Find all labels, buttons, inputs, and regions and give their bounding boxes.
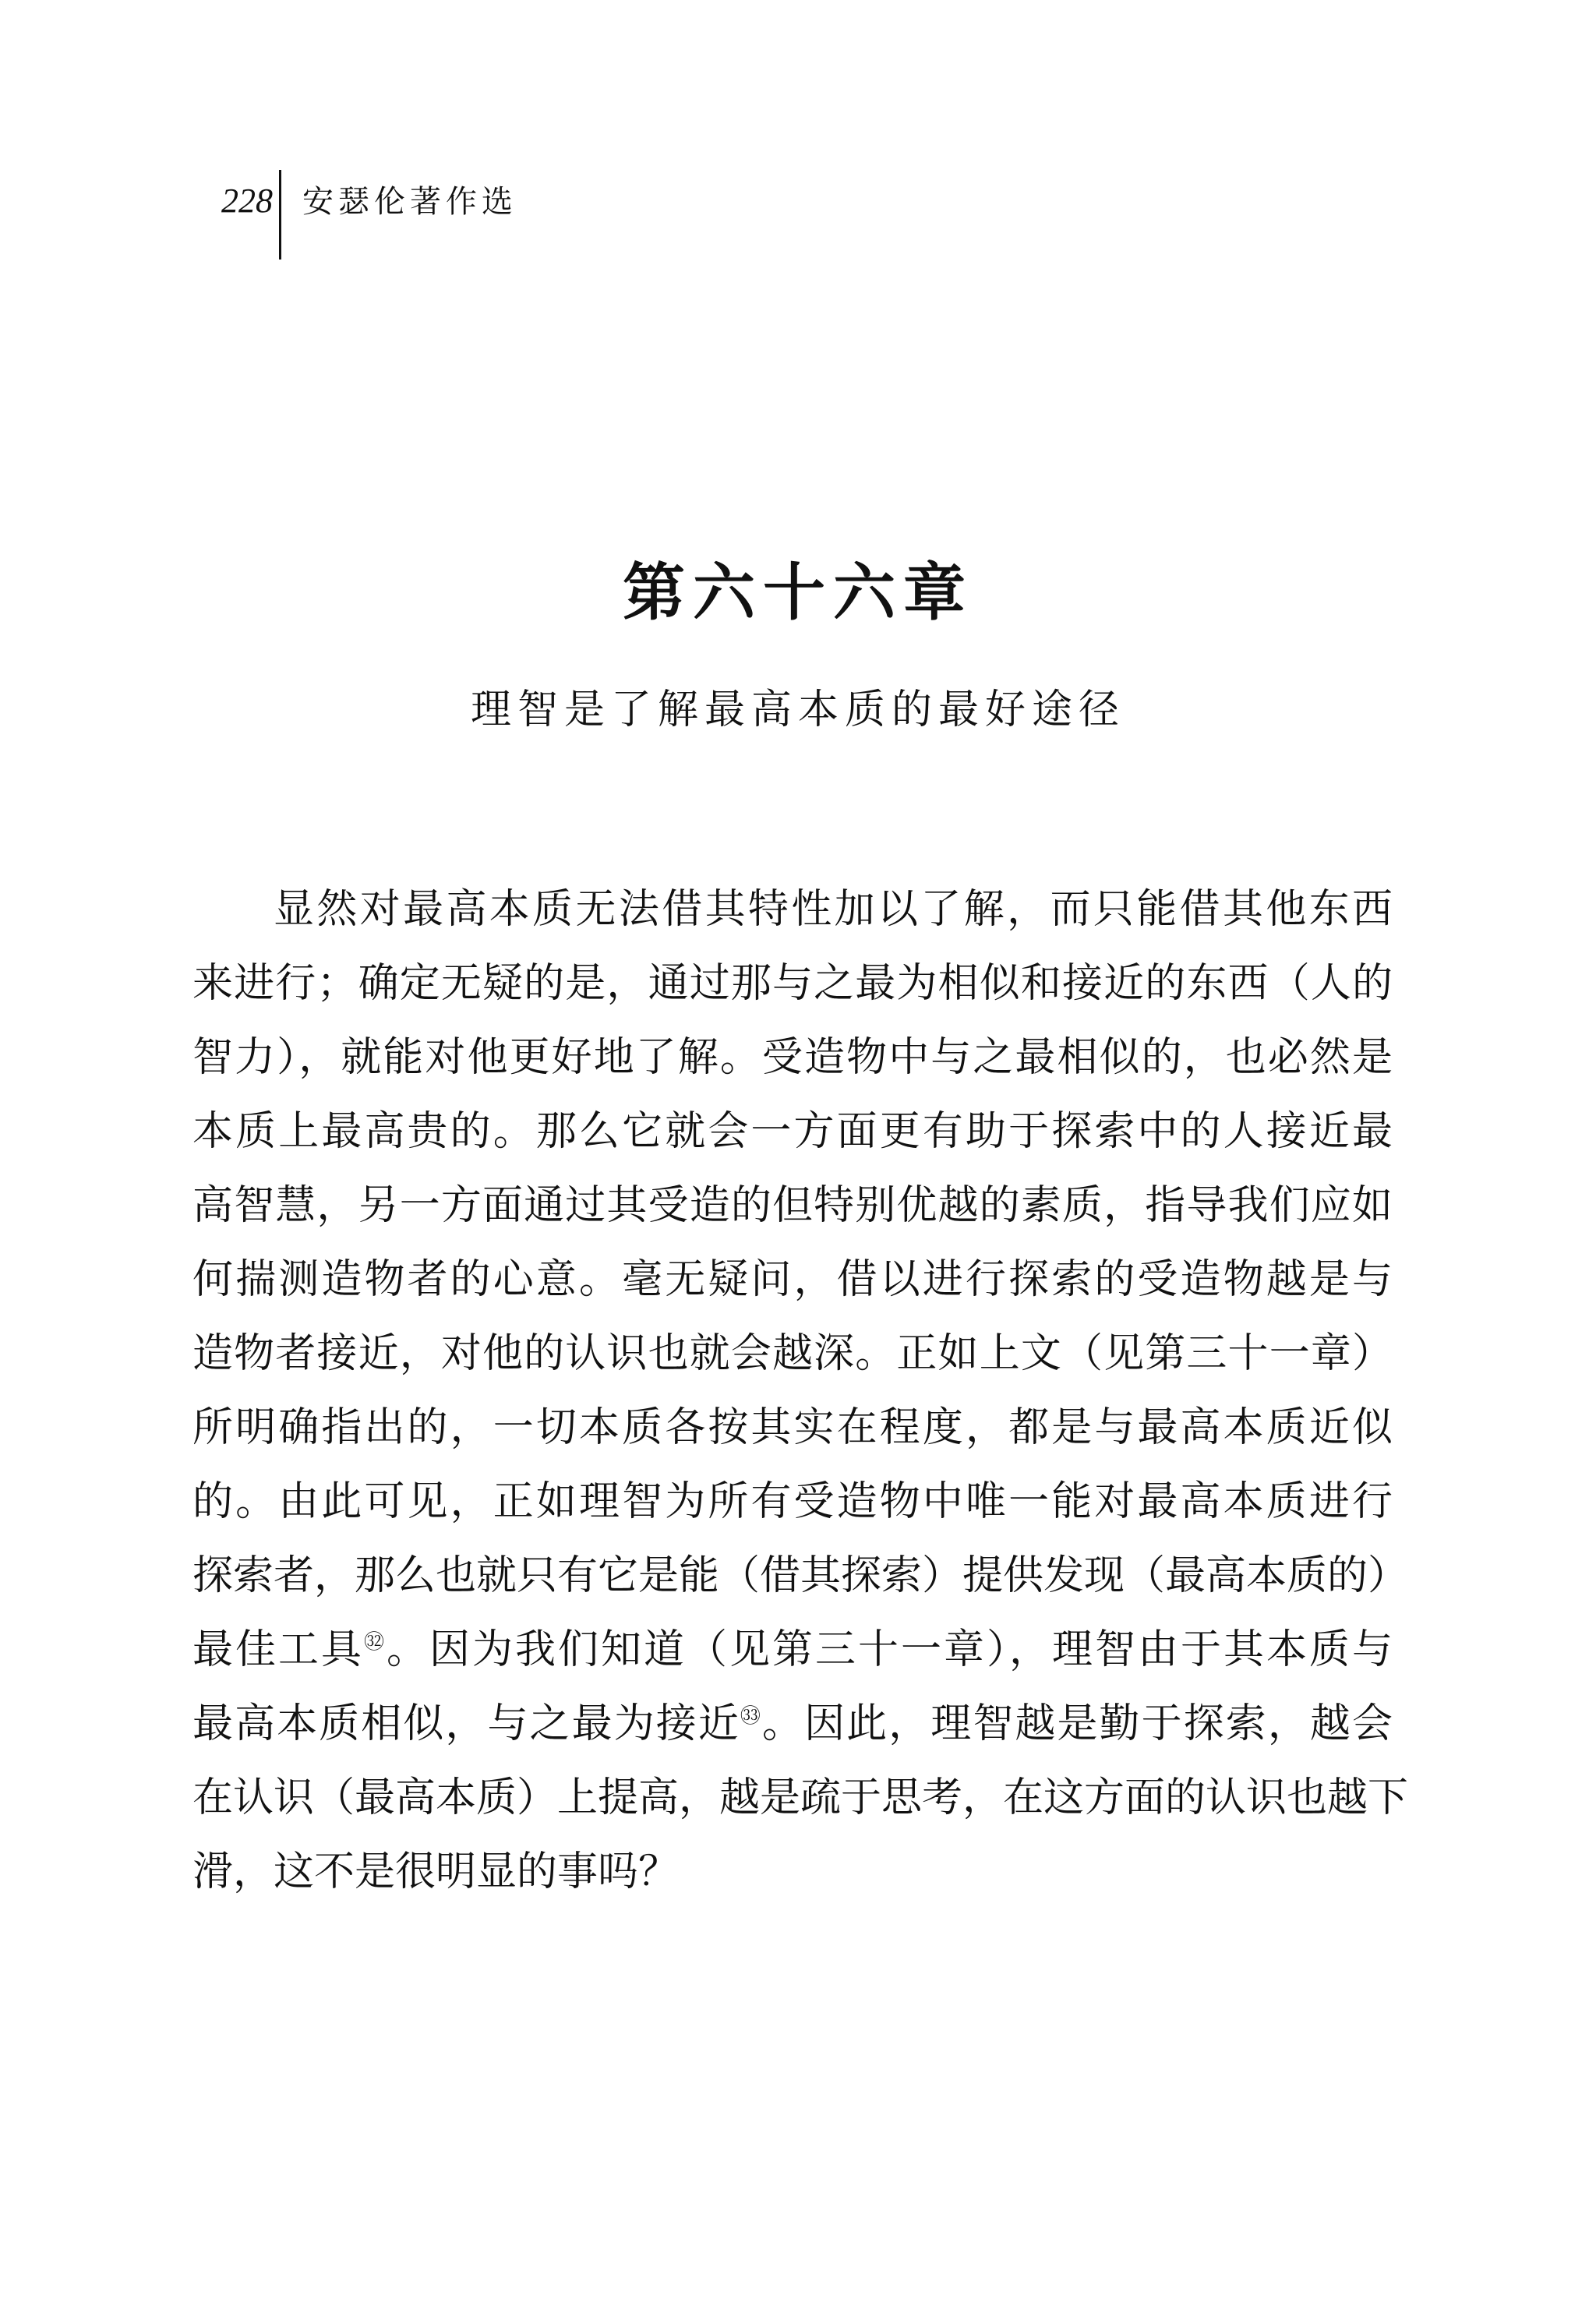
text-segment: 最佳工具 — [192, 1626, 364, 1673]
text-segment: 。因此，理智越是勤于探索，越会 — [762, 1700, 1393, 1747]
text-line: 滑，这不是很明显的事吗？ — [192, 1849, 680, 1895]
text-line: 本质上最高贵的。那么它就会一方面更有助于探索中的人接近最 — [192, 1108, 1393, 1155]
text-line — [192, 1687, 1393, 1761]
text-line: 在认识（最高本质）上提高，越是疏于思考，在这方面的认识也越下 — [192, 1774, 1409, 1821]
text-line: 来进行；确定无疑的是，通过那与之最为相似和接近的东西（人的 — [192, 960, 1393, 1007]
text-line — [192, 1613, 1393, 1687]
text-segment: 最高本质相似，与之最为接近 — [192, 1700, 740, 1747]
page-number: 228 — [221, 182, 273, 220]
footnote-ref-32[interactable]: ㉜ — [364, 1630, 387, 1654]
text-line: 的。由此可见，正如理智为所有受造物中唯一能对最高本质进行 — [192, 1478, 1393, 1525]
text-line: 造物者接近，对他的认识也就会越深。正如上文（见第三十一章） — [192, 1330, 1393, 1377]
chapter-subtitle: 理智是了解最高本质的最好途径 — [470, 687, 1125, 733]
chapter-title: 第六十六章 — [623, 556, 973, 629]
text-line: 探索者，那么也就只有它是能（借其探索）提供发现（最高本质的） — [192, 1552, 1409, 1599]
text-segment: 。因为我们知道（见第三十一章），理智由于其本质与 — [387, 1626, 1393, 1673]
text-line: 智力），就能对他更好地了解。受造物中与之最相似的，也必然是 — [192, 1034, 1393, 1081]
footnote-ref-33[interactable]: ㉝ — [740, 1704, 762, 1729]
running-title: 安瑟伦著作选 — [302, 184, 517, 220]
header-divider — [279, 170, 281, 260]
text-line: 显然对最高本质无法借其特性加以了解，而只能借其他东西 — [274, 886, 1393, 933]
text-line: 何揣测造物者的心意。毫无疑问，借以进行探索的受造物越是与 — [192, 1256, 1393, 1303]
text-line: 高智慧，另一方面通过其受造的但特别优越的素质，指导我们应如 — [192, 1182, 1393, 1229]
text-line: 所明确指出的，一切本质各按其实在程度，都是与最高本质近似 — [192, 1404, 1393, 1451]
body-paragraph — [192, 873, 1409, 1909]
